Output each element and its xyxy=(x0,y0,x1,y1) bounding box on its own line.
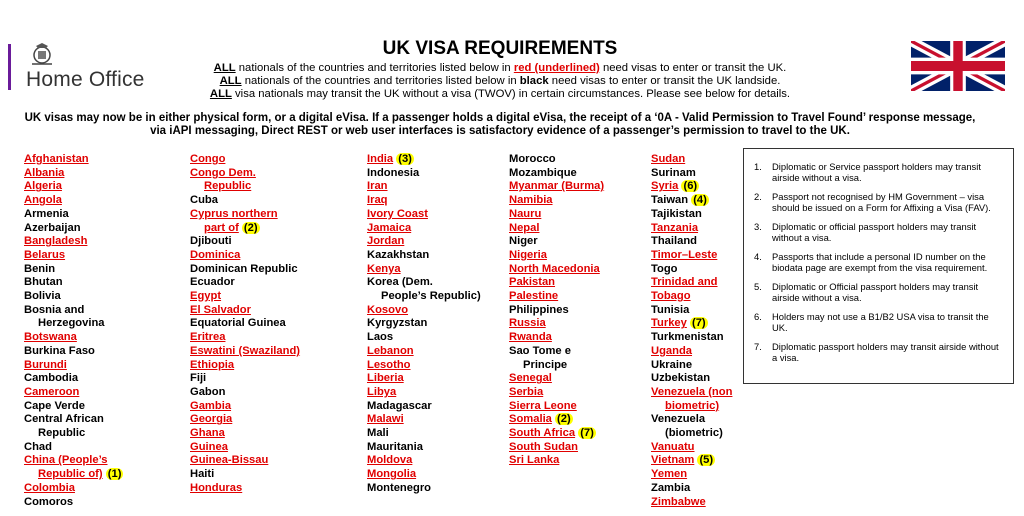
country-name: Ghana xyxy=(190,427,225,440)
country-name: Kosovo xyxy=(367,303,409,316)
country-name: Vietnam xyxy=(651,454,695,467)
country-name: Bhutan xyxy=(24,276,63,289)
country-name: Republic xyxy=(204,180,252,193)
country-entry xyxy=(190,331,330,345)
country-column-2 xyxy=(190,153,330,496)
footnote-item xyxy=(754,341,1003,363)
footnote-number: 3. xyxy=(754,221,762,232)
country-entry xyxy=(190,249,330,263)
country-entry xyxy=(367,359,507,373)
country-entry xyxy=(24,413,164,427)
country-name: Afghanistan xyxy=(24,153,89,165)
country-name: Montenegro xyxy=(367,481,432,494)
country-entry xyxy=(509,304,649,318)
footnote-ref: (4) xyxy=(693,194,707,207)
country-entry xyxy=(190,468,330,482)
country-name: Lebanon xyxy=(367,344,414,357)
country-entry xyxy=(367,153,507,167)
country-entry xyxy=(367,468,507,482)
country-name: Togo xyxy=(651,262,678,275)
footnote-number: 6. xyxy=(754,311,762,322)
country-entry xyxy=(24,359,164,373)
country-name: Liberia xyxy=(367,372,404,385)
country-name: Republic xyxy=(38,427,86,440)
country-entry xyxy=(24,482,164,496)
country-name: Angola xyxy=(24,194,62,207)
footnote-item xyxy=(754,161,1003,183)
country-entry xyxy=(24,290,164,304)
country-name: Zambia xyxy=(651,481,691,494)
country-name: Nepal xyxy=(509,221,540,234)
country-name: South Sudan xyxy=(509,440,578,453)
country-entry xyxy=(509,167,649,181)
country-name: Tanzania xyxy=(651,221,699,234)
country-entry xyxy=(367,290,507,304)
footnote-number: 7. xyxy=(754,341,762,352)
country-entry xyxy=(651,468,791,482)
country-entry xyxy=(190,222,330,236)
union-jack-flag-icon xyxy=(911,41,1005,91)
country-name: Turkey xyxy=(651,317,687,330)
country-name: Botswana xyxy=(24,331,77,344)
country-name: Algeria xyxy=(24,180,62,193)
country-name: Timor–Leste xyxy=(651,248,718,261)
country-entry xyxy=(190,413,330,427)
country-name: Eswatini (Swaziland) xyxy=(190,344,301,357)
country-name: Belarus xyxy=(24,248,66,261)
country-entry xyxy=(190,235,330,249)
country-name: Cape Verde xyxy=(24,399,85,412)
country-entry xyxy=(367,263,507,277)
country-name: Uganda xyxy=(651,344,693,357)
country-entry xyxy=(24,263,164,277)
country-entry xyxy=(651,441,791,455)
country-name: El Salvador xyxy=(190,303,251,316)
country-entry xyxy=(367,400,507,414)
footnote-number: 2. xyxy=(754,191,762,202)
country-name: Bangladesh xyxy=(24,235,88,248)
country-entry xyxy=(24,331,164,345)
country-entry xyxy=(509,276,649,290)
footnote-number: 1. xyxy=(754,161,762,172)
country-name: Namibia xyxy=(509,194,553,207)
country-name: Pakistan xyxy=(509,276,556,289)
country-name: Mongolia xyxy=(367,468,417,481)
country-entry xyxy=(509,208,649,222)
country-entry xyxy=(190,359,330,373)
country-entry xyxy=(24,441,164,455)
country-entry xyxy=(24,496,164,510)
country-name: Equatorial Guinea xyxy=(190,317,286,330)
country-entry xyxy=(24,249,164,263)
country-name: Burundi xyxy=(24,358,67,371)
country-name: Georgia xyxy=(190,413,233,426)
country-entry xyxy=(367,235,507,249)
country-entry xyxy=(651,386,791,400)
country-entry xyxy=(509,222,649,236)
country-name: Mozambique xyxy=(509,166,577,179)
country-name: Tunisia xyxy=(651,303,690,316)
country-name: Yemen xyxy=(651,468,688,481)
country-entry xyxy=(190,400,330,414)
country-entry xyxy=(367,482,507,496)
footnote-text: Passport not recognised by HM Government – visa should be issued on a Form for Affixing a Visa (FAV). xyxy=(772,191,991,213)
country-entry xyxy=(367,331,507,345)
country-name: Libya xyxy=(367,385,397,398)
country-name: Congo xyxy=(190,153,226,165)
country-name: Chad xyxy=(24,440,52,453)
country-entry xyxy=(367,194,507,208)
country-entry xyxy=(509,372,649,386)
country-entry xyxy=(509,400,649,414)
country-name: Laos xyxy=(367,331,394,344)
country-entry xyxy=(509,413,649,427)
country-entry xyxy=(651,413,791,427)
country-name: Turkmenistan xyxy=(651,331,724,344)
footnote-text: Diplomatic or Official passport holders may transit airside without a visa. xyxy=(772,281,979,303)
footnote-ref: (1) xyxy=(107,468,122,481)
country-name: Philippines xyxy=(509,303,569,316)
country-entry xyxy=(367,317,507,331)
country-entry xyxy=(367,372,507,386)
country-name: Principe xyxy=(523,358,568,371)
footnote-item xyxy=(754,251,1003,273)
country-entry xyxy=(367,167,507,181)
footnote-ref: (2) xyxy=(557,413,571,426)
country-name: biometric) xyxy=(665,399,720,412)
country-name: Uzbekistan xyxy=(651,372,711,385)
country-entry xyxy=(509,331,649,345)
country-entry xyxy=(509,317,649,331)
country-name: Sudan xyxy=(651,153,686,165)
country-name: Cameroon xyxy=(24,385,80,398)
country-entry xyxy=(509,359,649,373)
country-name: Trinidad and xyxy=(651,276,718,289)
country-entry xyxy=(509,427,649,441)
country-entry xyxy=(24,222,164,236)
country-name: Tajikistan xyxy=(651,207,702,220)
country-name: North Macedonia xyxy=(509,262,600,275)
country-entry xyxy=(190,482,330,496)
footnote-item xyxy=(754,281,1003,303)
footnote-item xyxy=(754,221,1003,243)
country-entry xyxy=(509,153,649,167)
footnote-ref: (5) xyxy=(699,454,714,467)
country-column-3 xyxy=(367,153,507,496)
country-name: Kazakhstan xyxy=(367,248,430,261)
country-name: Nauru xyxy=(509,207,542,220)
country-entry xyxy=(509,235,649,249)
country-name: Surinam xyxy=(651,166,696,179)
country-entry xyxy=(24,400,164,414)
country-name: Indonesia xyxy=(367,166,420,179)
country-name: Djibouti xyxy=(190,235,232,248)
country-name: Mali xyxy=(367,427,389,440)
country-entry xyxy=(367,441,507,455)
country-entry xyxy=(190,454,330,468)
country-name: Azerbaijan xyxy=(24,221,81,234)
country-entry xyxy=(190,263,330,277)
country-entry xyxy=(24,454,164,468)
country-entry xyxy=(367,345,507,359)
country-entry xyxy=(190,345,330,359)
country-name: Venezuela (non xyxy=(651,385,733,398)
footnote-text: Holders may not use a B1/B2 USA visa to transit the UK. xyxy=(772,311,989,333)
country-entry xyxy=(24,208,164,222)
country-name: Zimbabwe xyxy=(651,495,706,508)
country-entry xyxy=(651,496,791,510)
country-entry xyxy=(367,413,507,427)
country-name: Eritrea xyxy=(190,331,226,344)
country-name: Ivory Coast xyxy=(367,207,428,220)
country-name: Honduras xyxy=(190,481,243,494)
country-name: Herzegovina xyxy=(38,317,105,330)
country-entry xyxy=(24,317,164,331)
country-entry xyxy=(509,180,649,194)
footnote-item xyxy=(754,311,1003,333)
country-name: Morocco xyxy=(509,153,556,165)
country-entry xyxy=(190,317,330,331)
country-name: Ukraine xyxy=(651,358,693,371)
footnote-ref: (3) xyxy=(398,153,412,165)
country-name: Guinea xyxy=(190,440,228,453)
country-entry xyxy=(190,194,330,208)
country-name: Ethiopia xyxy=(190,358,235,371)
country-entry xyxy=(190,167,330,181)
country-entry xyxy=(651,454,791,468)
country-entry xyxy=(24,427,164,441)
country-name: Kenya xyxy=(367,262,401,275)
country-name: Gambia xyxy=(190,399,232,412)
country-name: part of xyxy=(204,221,239,234)
country-name: Nigeria xyxy=(509,248,547,261)
footnote-text: Passports that include a personal ID number on the biodata page are exempt from the visa requirement. xyxy=(772,251,988,273)
country-entry xyxy=(367,180,507,194)
country-name: Russia xyxy=(509,317,546,330)
country-name: Korea (Dem. xyxy=(367,276,433,289)
country-name: Cambodia xyxy=(24,372,79,385)
country-entry xyxy=(190,208,330,222)
country-name: Thailand xyxy=(651,235,697,248)
country-name: (biometric) xyxy=(665,427,723,440)
country-entry xyxy=(190,180,330,194)
country-entry xyxy=(509,249,649,263)
footnote-ref: (6) xyxy=(683,180,698,193)
country-entry xyxy=(24,153,164,167)
country-name: Dominican Republic xyxy=(190,262,298,275)
country-name: Bosnia and xyxy=(24,303,85,316)
country-entry xyxy=(509,441,649,455)
country-entry xyxy=(367,386,507,400)
footnote-text: Diplomatic or Service passport holders may transit airside without a visa. xyxy=(772,161,981,183)
country-name: Armenia xyxy=(24,207,69,220)
country-name: Comoros xyxy=(24,495,74,508)
footnote-text: Diplomatic or official passport holders may transit without a visa. xyxy=(772,221,977,243)
page-title: UK VISA REQUIREMENTS xyxy=(382,38,618,59)
country-name: Serbia xyxy=(509,385,544,398)
subtitle-line-2: ALL nationals of the countries and territories listed below in black need visas to enter or transit the UK landside. xyxy=(219,75,781,87)
country-entry xyxy=(651,427,791,441)
country-entry xyxy=(24,276,164,290)
country-entry xyxy=(509,290,649,304)
country-name: People’s Republic) xyxy=(381,290,481,303)
country-name: Cyprus northern xyxy=(190,207,278,220)
country-name: Kyrgyzstan xyxy=(367,317,428,330)
country-entry xyxy=(651,482,791,496)
country-entry xyxy=(651,400,791,414)
country-name: Cuba xyxy=(190,194,218,207)
country-entry xyxy=(190,372,330,386)
country-entry xyxy=(190,427,330,441)
country-column-1 xyxy=(24,153,164,509)
footnote-item xyxy=(754,191,1003,213)
country-entry xyxy=(367,208,507,222)
country-name: Rwanda xyxy=(509,331,552,344)
country-name: Jamaica xyxy=(367,221,412,234)
country-entry xyxy=(24,180,164,194)
country-entry xyxy=(367,222,507,236)
country-entry xyxy=(509,263,649,277)
country-name: Moldova xyxy=(367,454,413,467)
country-entry xyxy=(190,386,330,400)
country-name: Venezuela xyxy=(651,413,706,426)
country-name: Iraq xyxy=(367,194,388,207)
country-name: Madagascar xyxy=(367,399,432,412)
country-name: Haiti xyxy=(190,468,215,481)
evisa-notice-line-2: via iAPI messaging, Direct REST or web user interfaces is satisfactory evidence of a passenger’s permission to travel to the UK. xyxy=(150,125,850,137)
country-entry xyxy=(190,153,330,167)
country-name: Vanuatu xyxy=(651,440,695,453)
country-entry xyxy=(24,468,164,482)
country-name: Myanmar (Burma) xyxy=(509,180,605,193)
country-entry xyxy=(190,304,330,318)
country-name: Colombia xyxy=(24,481,75,494)
country-name: Gabon xyxy=(190,385,226,398)
country-name: Dominica xyxy=(190,248,241,261)
country-entry xyxy=(367,454,507,468)
country-name: Niger xyxy=(509,235,538,248)
country-name: Central African xyxy=(24,413,104,426)
country-name: Malawi xyxy=(367,413,404,426)
org-name: Home Office xyxy=(26,68,145,91)
country-name: China (People’s xyxy=(24,454,108,467)
country-name: Albania xyxy=(24,166,65,179)
subtitle-line-3: ALL visa nationals may transit the UK without a visa (TWOV) in certain circumstances. Please see below for details. xyxy=(209,88,791,100)
country-name: Mauritania xyxy=(367,440,423,453)
country-entry xyxy=(24,386,164,400)
country-entry xyxy=(24,194,164,208)
footnote-ref: (2) xyxy=(243,221,258,234)
country-name: Taiwan xyxy=(651,194,689,207)
country-entry xyxy=(24,235,164,249)
evisa-notice xyxy=(0,112,1000,138)
country-entry xyxy=(367,276,507,290)
subtitle-line-1: ALL nationals of the countries and territories listed below in red (underlined) need visas to enter or transit the UK. xyxy=(213,62,787,74)
country-name: Jordan xyxy=(367,235,405,248)
footnote-ref: (7) xyxy=(580,427,594,440)
country-name: Lesotho xyxy=(367,358,411,371)
country-name: Benin xyxy=(24,262,56,275)
footnote-text: Diplomatic passport holders may transit airside without a visa. xyxy=(772,341,999,363)
footnote-number: 5. xyxy=(754,281,762,292)
country-name: Tobago xyxy=(651,290,691,303)
country-entry xyxy=(24,372,164,386)
footnote-number: 4. xyxy=(754,251,762,262)
country-entry xyxy=(367,304,507,318)
country-entry xyxy=(509,194,649,208)
country-name: Fiji xyxy=(190,372,207,385)
country-name: Sierra Leone xyxy=(509,399,577,412)
footnotes-box xyxy=(743,148,1014,384)
country-name: Ecuador xyxy=(190,276,235,289)
country-name: Palestine xyxy=(509,290,559,303)
country-entry xyxy=(190,441,330,455)
country-name: Sri Lanka xyxy=(509,454,560,467)
country-entry xyxy=(190,290,330,304)
country-entry xyxy=(367,249,507,263)
country-name: Republic of) xyxy=(38,468,103,481)
country-entry xyxy=(24,345,164,359)
footnote-ref: (7) xyxy=(691,317,706,330)
country-entry xyxy=(367,427,507,441)
country-entry xyxy=(509,386,649,400)
country-entry xyxy=(24,167,164,181)
country-name: South Africa xyxy=(509,427,576,440)
country-name: Iran xyxy=(367,180,388,193)
country-entry xyxy=(24,304,164,318)
evisa-notice-line-1: UK visas may now be in either physical form, or a digital eVisa. If a passenger holds a digital eVisa, the receipt of a ‘0A - Valid Permission to Travel Found’ response message, xyxy=(24,112,976,124)
country-entry xyxy=(190,276,330,290)
country-name: Somalia xyxy=(509,413,552,426)
country-name: Guinea-Bissau xyxy=(190,454,269,467)
country-name: India xyxy=(367,153,394,165)
country-name: Egypt xyxy=(190,290,222,303)
country-name: Bolivia xyxy=(24,290,61,303)
country-name: Syria xyxy=(651,180,679,193)
country-entry xyxy=(509,345,649,359)
country-name: Sao Tome e xyxy=(509,344,571,357)
country-name: Burkina Faso xyxy=(24,344,95,357)
country-name: Senegal xyxy=(509,372,552,385)
country-column-4 xyxy=(509,153,649,468)
country-name: Congo Dem. xyxy=(190,166,256,179)
country-entry xyxy=(509,454,649,468)
